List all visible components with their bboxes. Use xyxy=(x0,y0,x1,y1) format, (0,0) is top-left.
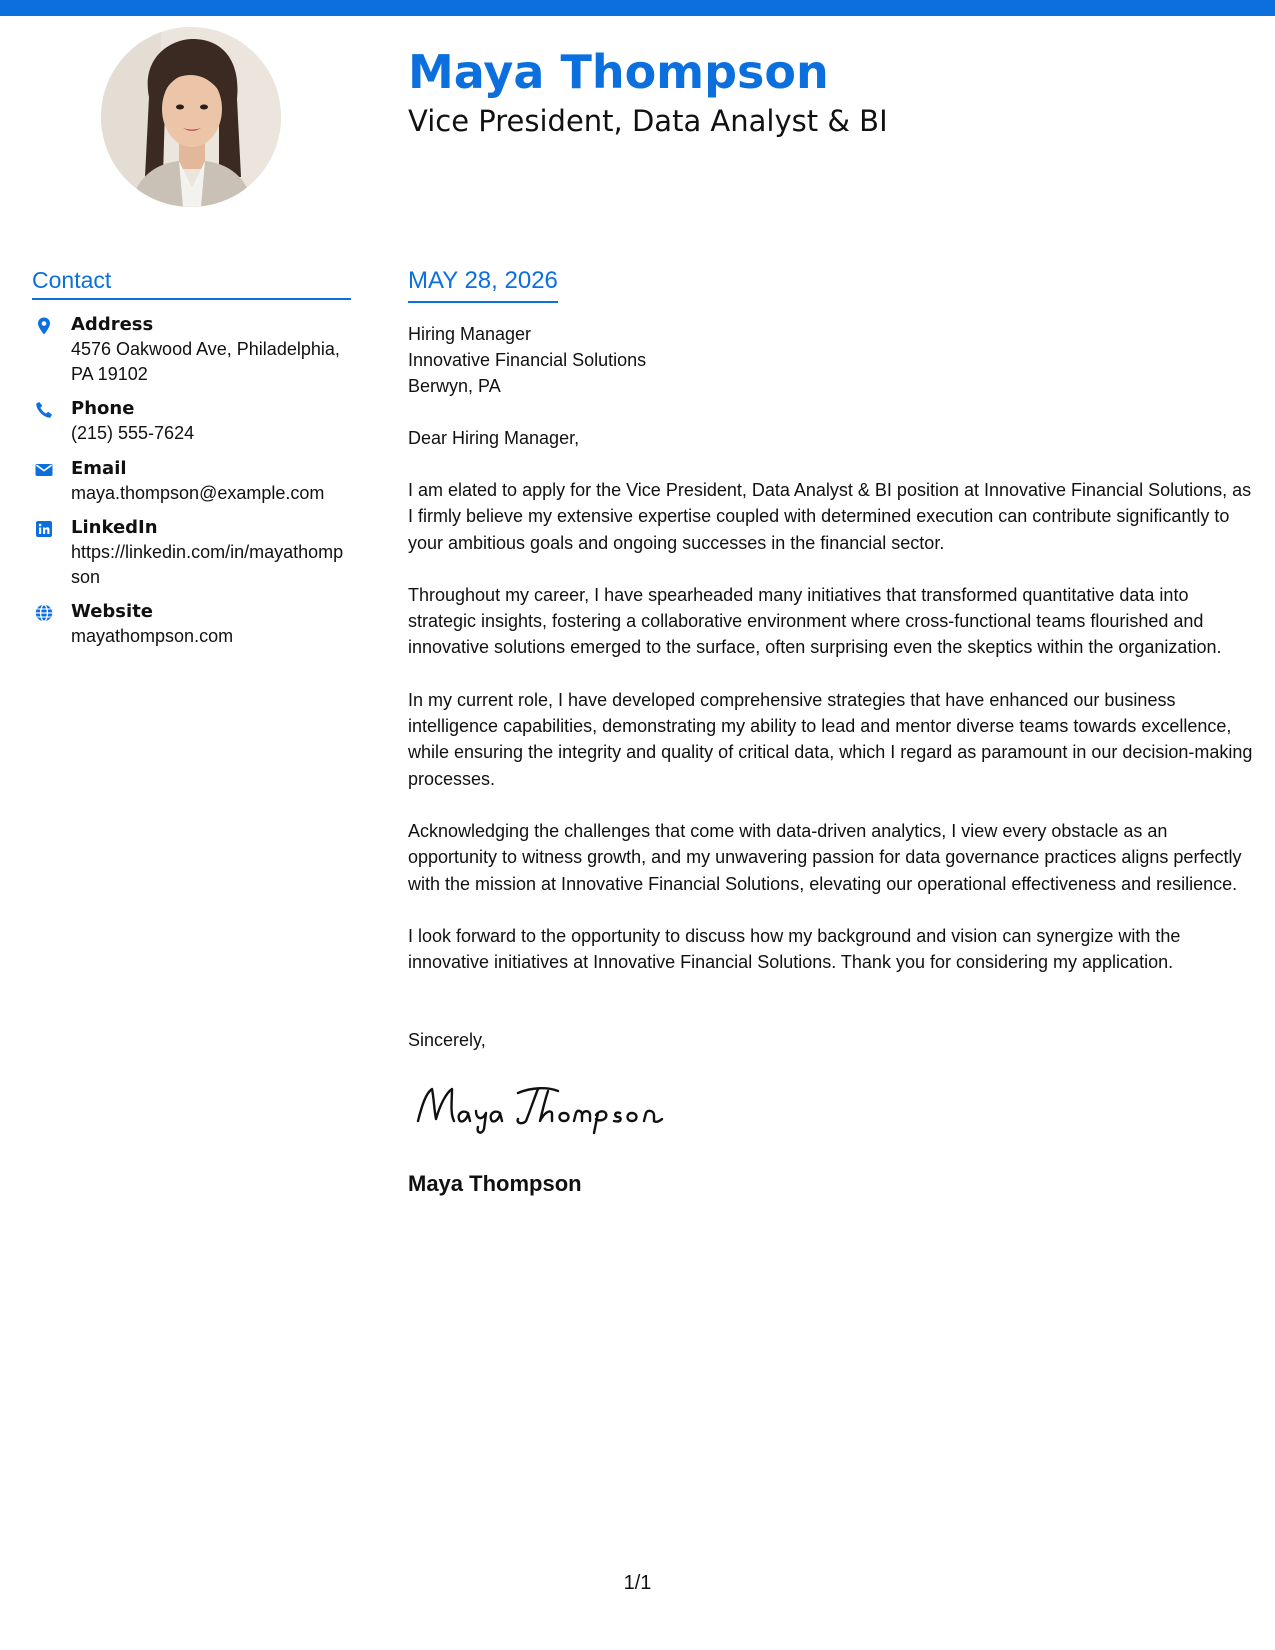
contact-label: LinkedIn xyxy=(71,517,158,538)
handwritten-signature xyxy=(408,1075,668,1137)
phone-icon xyxy=(34,400,54,420)
contact-label: Address xyxy=(71,314,154,335)
candidate-name: Maya Thompson xyxy=(408,45,829,99)
contact-label: Phone xyxy=(71,398,135,419)
letter-body xyxy=(408,266,1253,1198)
closing: Sincerely, xyxy=(408,1030,486,1051)
letter-paragraph: In my current role, I have developed comprehensive strategies that have enhanced our business intelligence capabilities, demonstrating my ability to lead and mentor diverse teams towards excellence, while ensuring the integrity and quality of critical data, which I regard as paramount in our decision-making processes. xyxy=(408,689,1253,789)
contact-heading: Contact xyxy=(32,266,351,300)
address-value: 4576 Oakwood Ave, Philadelphia, PA 19102 xyxy=(71,339,340,384)
letter-paragraph: I look forward to the opportunity to discuss how my background and vision can synergize with the innovative initiatives at Innovative Financial Solutions. Thank you for considering my application. xyxy=(408,925,1181,973)
contact-label: Email xyxy=(71,457,127,479)
letter-date: MAY 28, 2026 xyxy=(408,266,558,303)
contact-address xyxy=(32,313,351,386)
letter-paragraph: Throughout my career, I have spearheaded many initiatives that transformed quantitative data into strategic insights, fostering a collaborative environment where cross-functional teams flourished and innovative solutions emerged to the surface, often surprising even the skeptics within the organization. xyxy=(408,584,1222,658)
recipient-line: Berwyn, PA xyxy=(408,376,501,396)
contact-label: Website xyxy=(71,601,154,622)
phone-value: (215) 555-7624 xyxy=(71,423,195,443)
website-value[interactable]: mayathompson.com xyxy=(71,626,234,646)
salutation: Dear Hiring Manager, xyxy=(408,428,580,448)
recipient-line: Innovative Financial Solutions xyxy=(408,350,647,370)
profile-photo xyxy=(101,27,281,207)
envelope-icon xyxy=(34,460,54,480)
letter-paragraph: I am elated to apply for the Vice President, Data Analyst & BI position at Innovative Financial Solutions, as I firmly believe my extensive expertise coupled with determined execution can contribute significantly to your ambitious goals and ongoing successes in the financial sector. xyxy=(408,480,1252,553)
candidate-title: Vice President, Data Analyst & BI xyxy=(408,104,888,138)
linkedin-icon xyxy=(34,519,54,539)
contact-sidebar xyxy=(32,266,351,660)
signer-name: Maya Thompson xyxy=(408,1171,582,1197)
globe-icon xyxy=(34,603,54,623)
linkedin-value[interactable]: https://linkedin.com/in/mayathompson xyxy=(71,542,344,587)
contact-website xyxy=(32,600,351,649)
page-number: 1/1 xyxy=(623,1572,652,1594)
accent-top-bar xyxy=(0,0,1275,16)
recipient-line: Hiring Manager xyxy=(408,324,532,344)
recipient-block xyxy=(408,321,1253,399)
email-value[interactable]: maya.thompson@example.com xyxy=(71,482,325,503)
contact-linkedin xyxy=(32,516,351,589)
contact-email xyxy=(32,457,351,506)
contact-phone xyxy=(32,397,351,446)
map-pin-icon xyxy=(34,316,54,336)
letter-paragraph: Acknowledging the challenges that come with data-driven analytics, I view every obstacle as an opportunity to witness growth, and my unwavering passion for data governance practices aligns perfectly with the mission at Innovative Financial Solutions, elevating our operational effectiveness and resilience. xyxy=(408,820,1242,894)
